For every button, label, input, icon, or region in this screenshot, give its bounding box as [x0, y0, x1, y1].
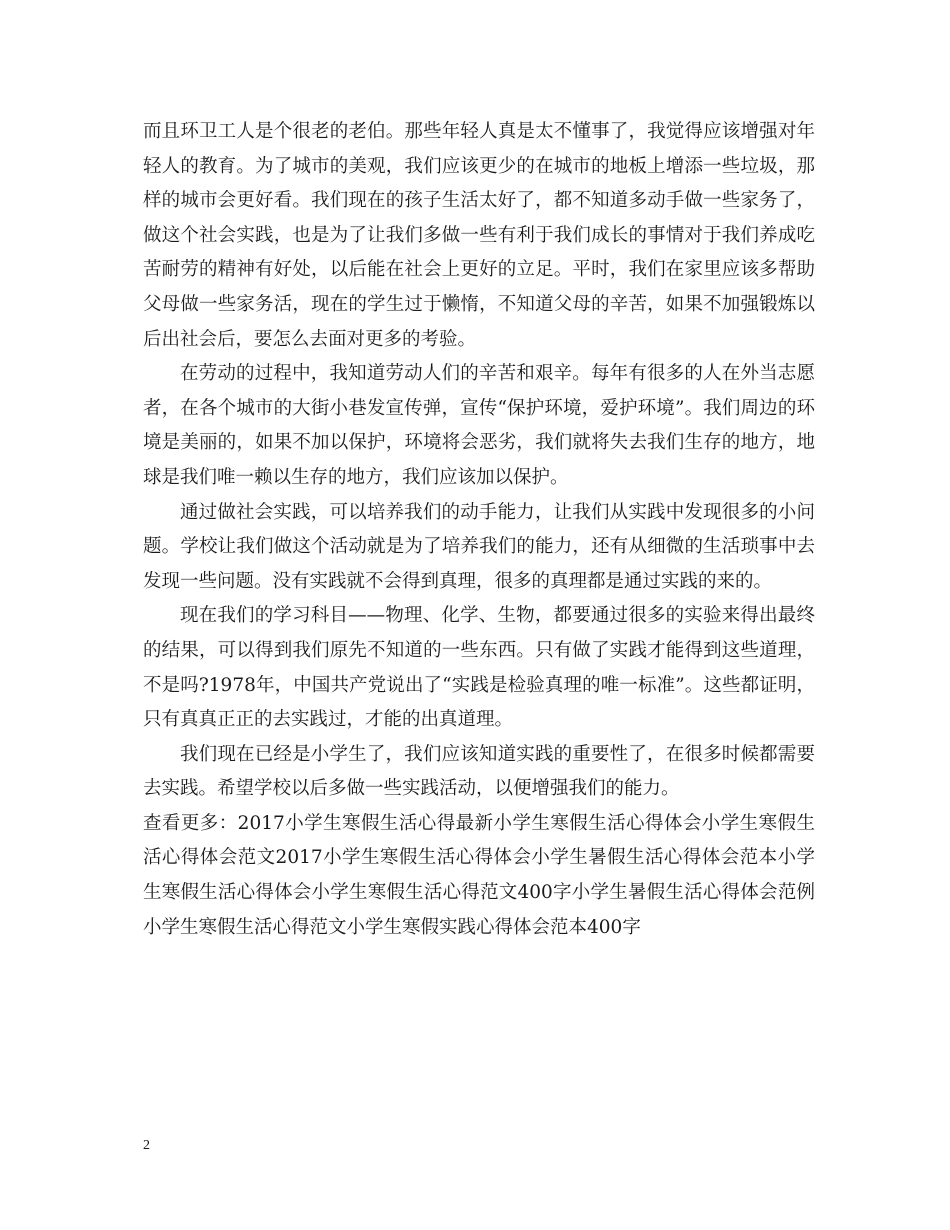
document-body	[143, 115, 815, 945]
paragraph-5: 我们现在已经是小学生了，我们应该知道实践的重要性了，在很多时候都需要去实践。希望学校以后多做一些实践活动，以便增强我们的能力。	[143, 743, 815, 800]
paragraph-3: 通过做社会实践，可以培养我们的动手能力，让我们从实践中发现很多的小问题。学校让我们做这个活动就是为了培养我们的能力，还有从细微的生活琐事中去发现一些问题。没有实践就不会得到真理，很多的真理都是通过实践的来的。	[143, 501, 815, 592]
page-number: 2	[143, 1138, 150, 1153]
paragraph-2: 在劳动的过程中，我知道劳动人们的辛苦和艰辛。每年有很多的人在外当志愿者，在各个城市的大街小巷发宣传弹，宣传“保护环境，爱护环境”。我们周边的环境是美丽的，如果不加以保护，环境将会恶劣，我们就将失去我们生存的地方，地球是我们唯一赖以生存的地方，我们应该加以保护。	[143, 363, 815, 488]
paragraph-1: 而且环卫工人是个很老的老伯。那些年轻人真是太不懂事了，我觉得应该增强对年轻人的教育。为了城市的美观，我们应该更少的在城市的地板上增添一些垃圾，那样的城市会更好看。我们现在的孩子生活太好了，都不知道多动手做一些家务了，做这个社会实践，也是为了让我们多做一些有利于我们成长的事情对于我们养成吃苦耐劳的精神有好处，以后能在社会上更好的立足。平时，我们在家里应该多帮助父母做一些家务活，现在的学生过于懒惰，不知道父母的辛苦，如果不加强锻炼以后出社会后，要怎么去面对更多的考验。	[143, 121, 815, 350]
see-more-links[interactable]: 查看更多：2017小学生寒假生活心得最新小学生寒假生活心得体会小学生寒假生活心得体会范文2017小学生寒假生活心得体会小学生暑假生活心得体会范本小学生寒假生活心得体会小学生寒假生活心得范文400字小学生暑假生活心得体会范例小学生寒假生活心得范文小学生寒假实践心得体会范本400字	[143, 812, 815, 938]
paragraph-4: 现在我们的学习科目——物理、化学、生物，都要通过很多的实验来得出最终的结果，可以得到我们原先不知道的一些东西。只有做了实践才能得到这些道理，不是吗?1978年，中国共产党说出了“实践是检验真理的唯一标准”。这些都证明，只有真真正正的去实践过，才能的出真道理。	[143, 605, 815, 731]
